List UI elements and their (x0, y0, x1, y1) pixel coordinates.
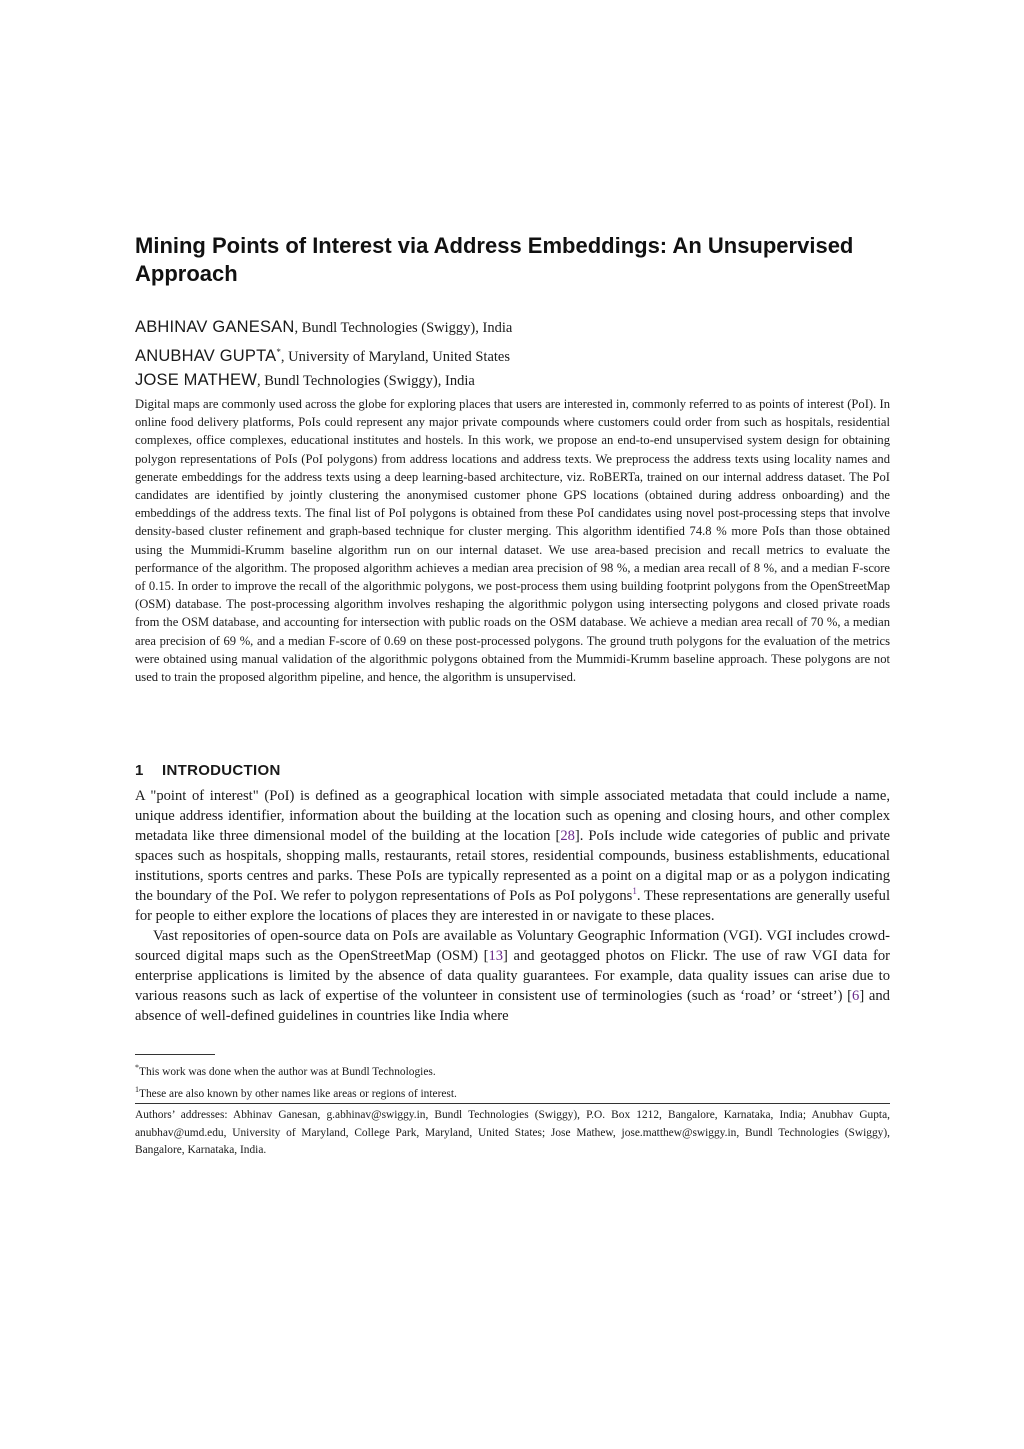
footnote-mark: 1 (135, 1084, 139, 1094)
footnote (135, 1059, 890, 1081)
paragraph-text: ] and absence of well-defined guidelines in countries like India where (135, 988, 890, 1024)
author-affiliation: , Bundl Technologies (Swiggy), India (294, 320, 513, 336)
footnote-link[interactable]: 1 (632, 886, 637, 897)
authors-addresses: Authors’ addresses: Abhinav Ganesan, g.abhinav@swiggy.in, Bundl Technologies (Swiggy), P.O. Box 1212, Bangalore, Karnataka, India; Anubhav Gupta, anubhav@umd.edu, University of Maryland, College Park, Maryland, United States; Jose Mathew, jose.matthew@swiggy.in, Bundl Technologies (Swiggy), Bangalore, Karnataka, India. (135, 1109, 890, 1156)
section-number: 1 (135, 762, 144, 779)
footnote-mark: * (135, 1063, 139, 1072)
author-name: ANUBHAV GUPTA (135, 346, 277, 365)
footnotes (135, 1059, 890, 1103)
author-affiliation: , University of Maryland, United States (280, 348, 510, 365)
author-entry (135, 316, 890, 341)
paragraph-text: A "point of interest" (PoI) is defined as a geographical location with simple associated metadata that could include a name, unique address identifier, information about the building at the location such as opening and closing hours, and other complex metadata like three dimensional model of the building at the location [ (135, 788, 890, 844)
section-heading (135, 761, 281, 781)
author-affiliation: , Bundl Technologies (Swiggy), India (256, 372, 475, 389)
abstract: Digital maps are commonly used across the globe for exploring places that users are interested in, commonly referred to as points of interest (PoI). In online food delivery platforms, PoIs could represent any major private compounds where customers could order from such as hospitals, residential complexes, office complexes, educational institutes and hostels. In this work, we propose an end-to-end unsupervised system design for obtaining polygon representations of PoIs (PoI polygons) from address locations and address texts. We preprocess the address texts using locality names and generate embeddings for the address texts using a deep learning-based architecture, viz. RoBERTa, trained on our internal address dataset. The PoI candidates are identified by jointly clustering the anonymised customer phone GPS locations (obtained during address onboarding) and the embeddings of the address texts. The final list of PoI polygons is obtained from these PoI candidates using novel post-processing steps that involve density-based cluster refinement and graph-based technique for cluster merging. This algorithm identified 74.8 % more PoIs than those obtained using the Mummidi-Krumm baseline algorithm run on our internal dataset. We use area-based precision and recall metrics to evaluate the performance of the algorithm. The proposed algorithm achieves a median area precision of 98 %, a median area recall of 8 %, and a median F-score of 0.15. In order to improve the recall of the algorithmic polygons, we post-process them using building footprint polygons from the OpenStreetMap (OSM) database. The post-processing algorithm involves reshaping the algorithmic polygon using intersecting polygons and closed private roads from the OSM database, and accounting for intersection with public roads on the OSM database. We achieve a median area recall of 70 %, a median area precision of 69 %, and a median F-score of 0.69 on these post-processed polygons. The ground truth polygons for the evaluation of the metrics were obtained using manual validation of the algorithmic polygons obtained from the Mummidi-Krumm baseline approach. These polygons are not used to train the proposed algorithm pipeline, and hence, the algorithm is unsupervised. (135, 397, 890, 685)
citation-link[interactable]: 6 (852, 988, 860, 1004)
section-title: INTRODUCTION (162, 762, 281, 779)
citation-link[interactable]: 13 (488, 948, 504, 964)
paragraph-text: ]. PoIs include wide categories of public and private spaces such as hospitals, shopping malls, restaurants, retail stores, residential compounds, business establishments, educational institutions, sports centres and parks. These PoIs are typically represented as a point on a digital map or as a polygon indicating the boundary of the PoI. We refer to polygon representations of PoIs as PoI polygons (135, 828, 890, 904)
author-footnote-mark: * (276, 346, 281, 357)
citation-link[interactable]: 28 (560, 828, 575, 844)
footnote (135, 1081, 890, 1103)
paragraph-text: ] and geotagged photos on Flickr. The use of raw VGI data for enterprise applications is limited by the absence of data quality guarantees. For example, data quality issues can arise due to various reasons such as lack of expertise of the volunteer in consistent use of terminologies (such as ‘road’ or ‘street’) [ (135, 948, 891, 1004)
paragraph-text: . These representations are generally useful for people to either explore the locations of places they are interested in or navigate to these places. (135, 888, 890, 924)
addresses-divider (135, 1103, 890, 1104)
footnote-text: This work was done when the author was at Bundl Technologies. (139, 1065, 436, 1078)
author-entry (135, 369, 890, 394)
paragraph (135, 926, 890, 1026)
author-name: ABHINAV GANESAN (135, 318, 295, 336)
paper-title: Mining Points of Interest via Address Embeddings: An Unsupervised Approach (135, 233, 854, 286)
paragraph (135, 786, 890, 926)
author-list (135, 316, 890, 393)
footnote-divider (135, 1054, 215, 1055)
footnote-text: These are also known by other names like areas or regions of interest. (139, 1087, 457, 1100)
introduction-body (135, 786, 890, 1026)
author-entry (135, 341, 890, 369)
author-name: JOSE MATHEW (135, 370, 257, 389)
paragraph-text: Vast repositories of open-source data on PoIs are available as Voluntary Geographic Information (VGI). VGI includes crowd-sourced digital maps such as the OpenStreetMap (OSM) [ (135, 928, 890, 964)
